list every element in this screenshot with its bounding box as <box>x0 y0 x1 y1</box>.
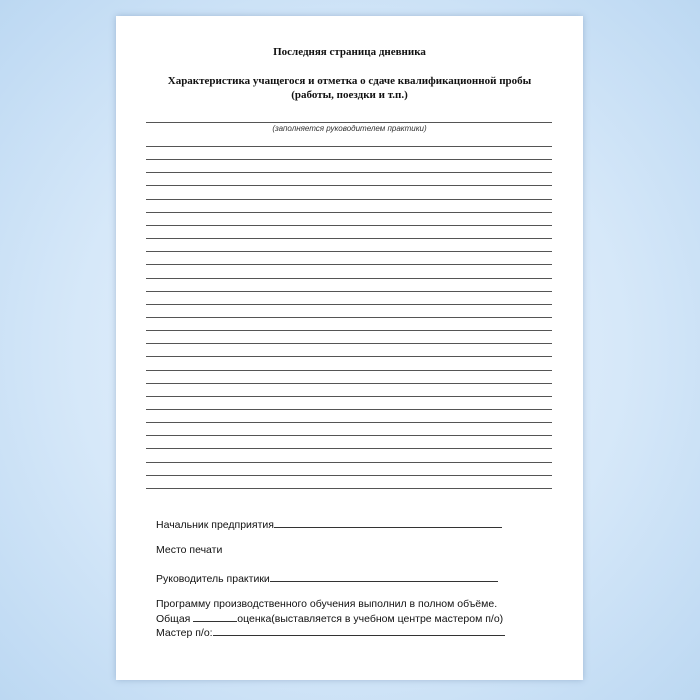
writing-line[interactable] <box>146 172 552 173</box>
grade-field[interactable] <box>193 612 237 622</box>
writing-line[interactable] <box>146 448 552 449</box>
writing-line[interactable] <box>146 146 552 147</box>
writing-line[interactable] <box>146 488 552 489</box>
supervisor-label: Руководитель практики <box>156 573 270 585</box>
writing-line[interactable] <box>146 343 552 344</box>
supervisor-signature-row <box>156 572 498 585</box>
master-signature-row <box>156 626 505 639</box>
writing-line[interactable] <box>146 264 552 265</box>
writing-line[interactable] <box>146 356 552 357</box>
page-subtitle <box>146 74 553 102</box>
page-title: Последняя страница дневника <box>273 46 426 58</box>
master-label: Мастер п/о: <box>156 627 213 639</box>
fill-hint: (заполняется руководителем практики) <box>272 124 427 133</box>
grade-row <box>156 612 503 625</box>
head-signature-field[interactable] <box>274 518 502 528</box>
writing-line[interactable] <box>146 317 552 318</box>
writing-line[interactable] <box>146 422 552 423</box>
diary-page <box>116 16 583 680</box>
subtitle-line-1: Характеристика учащегося и отметка о сдаче квалификационной пробы <box>167 75 532 87</box>
writing-line[interactable] <box>146 291 552 292</box>
stamp-label: Место печати <box>156 544 223 556</box>
writing-line[interactable] <box>146 212 552 213</box>
grade-description: оценка(выставляется в учебном центре мастером п/о) <box>237 613 504 625</box>
writing-line[interactable] <box>146 225 552 226</box>
writing-line[interactable] <box>146 251 552 252</box>
writing-line[interactable] <box>146 475 552 476</box>
writing-line[interactable] <box>146 409 552 410</box>
writing-line[interactable] <box>146 304 552 305</box>
subtitle-line-2: (работы, поездки и т.п.) <box>291 89 408 101</box>
writing-line[interactable] <box>146 278 552 279</box>
top-rule <box>146 122 552 123</box>
writing-line[interactable] <box>146 185 552 186</box>
writing-line[interactable] <box>146 370 552 371</box>
writing-line[interactable] <box>146 462 552 463</box>
writing-line[interactable] <box>146 396 552 397</box>
head-label: Начальник предприятия <box>156 519 274 531</box>
grade-prefix: Общая <box>156 613 194 625</box>
writing-line[interactable] <box>146 383 552 384</box>
program-completion-text: Программу производственного обучения выполнил в полном объёме. <box>156 598 498 610</box>
supervisor-signature-field[interactable] <box>270 572 498 582</box>
writing-line[interactable] <box>146 330 552 331</box>
head-signature-row <box>156 518 502 531</box>
writing-line[interactable] <box>146 199 552 200</box>
writing-line[interactable] <box>146 435 552 436</box>
writing-line[interactable] <box>146 159 552 160</box>
master-signature-field[interactable] <box>213 626 505 636</box>
writing-line[interactable] <box>146 238 552 239</box>
